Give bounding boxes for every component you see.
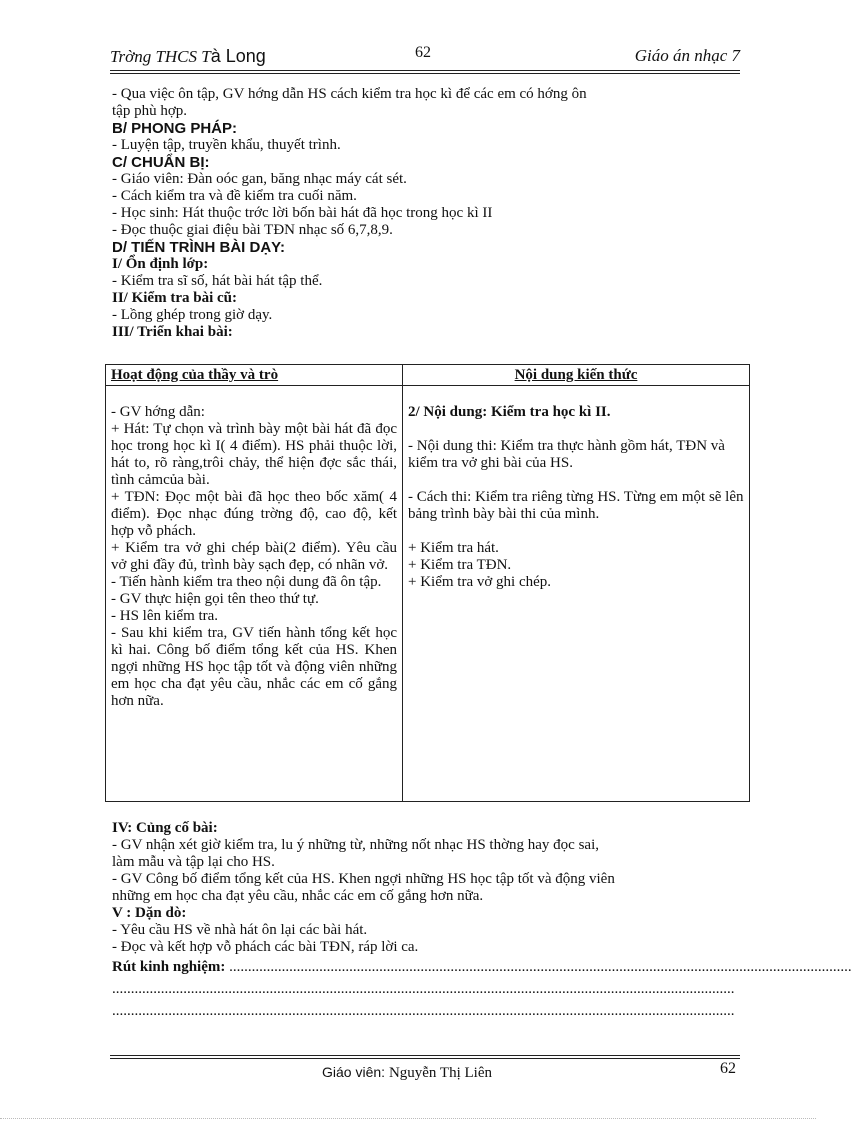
section-4-heading: IV: Củng cố bài:	[112, 820, 218, 836]
procedure-heading: D/ TIẾN TRÌNH BÀI DẠY:	[112, 239, 286, 256]
activity-line: - GV thực hiện gọi tên theo thứ tự.	[111, 591, 319, 607]
page-bottom-border	[0, 1118, 816, 1119]
content-paragraph: - Cách thi: Kiểm tra riêng từng HS. Từng em một sẽ lên bảng trình bày bài thi của mình.	[408, 489, 744, 522]
section-5-line: - Đọc và kết hợp vỗ phách các bài TĐN, ráp lời ca.	[112, 939, 419, 955]
header-divider	[110, 73, 740, 74]
activity-line: - GV hớng dẫn:	[111, 404, 205, 420]
lesson-intro	[112, 86, 742, 341]
content-paragraph: - Nội dung thi: Kiểm tra thực hành gồm hát, TĐN và kiểm tra vở ghi bài của HS.	[408, 438, 725, 471]
experience-dots: ......................................................................................................................................................................	[229, 959, 852, 975]
teacher-signature	[322, 1064, 492, 1082]
content-item: + Kiểm tra hát.	[408, 540, 499, 556]
method-text: - Luyện tập, truyền khẩu, thuyết trình.	[112, 137, 341, 153]
section-1-heading: I/ Ổn định lớp:	[112, 256, 209, 272]
prep-item: - Giáo viên: Đàn oóc gan, băng nhạc máy cát sét.	[112, 171, 407, 187]
school-name-suffix: à Long	[210, 46, 266, 66]
activity-line: + TĐN: Đọc một bài đã học theo bốc xăm( 4 điểm). Đọc nhạc đúng trờng độ, cao độ, kết hợp vỗ phách.	[111, 489, 397, 539]
section-4-line: làm mẫu và tập lại cho HS.	[112, 854, 275, 870]
lesson-table	[105, 364, 750, 802]
subject-title: Giáo án nhạc 7	[634, 46, 740, 65]
teacher-name: Nguyễn Thị Liên	[388, 1065, 492, 1081]
experience-heading: Rút kinh nghiệm:	[112, 959, 226, 975]
prep-item: - Học sinh: Hát thuộc trớc lời bốn bài hát đã học trong học kì II	[112, 205, 493, 221]
activity-line: + Kiểm tra vở ghi chép bài(2 điểm). Yêu cầu vở ghi đầy đủ, trình bày sạch đẹp, có nhãn vở.	[111, 540, 397, 573]
activity-line: - HS lên kiểm tra.	[111, 608, 219, 624]
section-4-line: - GV nhận xét giờ kiểm tra, lu ý những từ, những nốt nhạc HS thờng hay đọc sai,	[112, 837, 599, 853]
section-2-heading: II/ Kiểm tra bài cũ:	[112, 290, 237, 306]
prep-item: - Cách kiểm tra và đề kiểm tra cuối năm.	[112, 188, 357, 204]
content-cell	[403, 386, 750, 802]
section-4-line: - GV Công bố điểm tổng kết của HS. Khen ngợi những HS học tập tốt và động viên	[112, 871, 615, 887]
activities-cell	[106, 386, 403, 802]
experience-dots: ......................................................................................................................................................................	[112, 981, 735, 997]
method-heading: B/ PHONG PHÁP:	[112, 120, 238, 137]
col-header-activities: Hoạt động của thầy và trò	[106, 365, 403, 386]
school-name-prefix: Trờng THCS T	[110, 47, 211, 66]
section-5-line: - Yêu cầu HS về nhà hát ôn lại các bài hát.	[112, 922, 368, 938]
section-1-text: - Kiểm tra sĩ số, hát bài hát tập thể.	[112, 273, 323, 289]
content-item: + Kiểm tra vở ghi chép.	[408, 574, 552, 590]
activity-line: + Hát: Tự chọn và trình bày một bài hát đã đọc học trong học kì I( 4 điểm). HS phải thuộc lời, hát to, rõ ràng,trôi chảy, thể hiện đợc sắc thái, tình cảmcủa bài.	[111, 421, 397, 488]
header-page-number: 62	[415, 44, 431, 61]
experience-dots: ......................................................................................................................................................................	[112, 1003, 735, 1019]
intro-line: - Qua việc ôn tập, GV hớng dẫn HS cách kiểm tra học kì để các em có hớng ôn	[112, 86, 587, 102]
prep-heading: C/ CHUẨN BỊ:	[112, 154, 210, 171]
col-header-content: Nội dung kiến thức	[403, 365, 750, 386]
content-item: + Kiểm tra TĐN.	[408, 557, 512, 573]
footer-divider	[110, 1058, 740, 1059]
activity-line: - Tiến hành kiểm tra theo nội dung đã ôn tập.	[111, 574, 382, 590]
activity-line: - Sau khi kiểm tra, GV tiến hành tổng kết học kì hai. Công bố điểm tổng kết của HS. Khen ngợi những HS học tập tốt và động viên những em học cha đạt yêu cầu, nhắc các em cố gắng hơn nữa.	[111, 625, 397, 709]
content-title: 2/ Nội dung: Kiểm tra học kì II.	[408, 404, 611, 420]
school-name	[110, 46, 266, 67]
section-5-heading: V : Dặn dò:	[112, 905, 187, 921]
footer-page-number: 62	[720, 1060, 736, 1077]
lesson-closing	[112, 820, 852, 1020]
section-3-heading: III/ Triển khai bài:	[112, 324, 233, 340]
section-2-text: - Lồng ghép trong giờ dạy.	[112, 307, 273, 323]
page-header	[110, 42, 740, 71]
section-4-line: những em học cha đạt yêu cầu, nhắc các em cố gắng hơn nữa.	[112, 888, 484, 904]
prep-item: - Đọc thuộc giai điệu bài TĐN nhạc số 6,7,8,9.	[112, 222, 393, 238]
intro-line: tập phù hợp.	[112, 103, 188, 119]
footer-divider	[110, 1055, 740, 1056]
teacher-label: Giáo viên:	[322, 1064, 389, 1080]
